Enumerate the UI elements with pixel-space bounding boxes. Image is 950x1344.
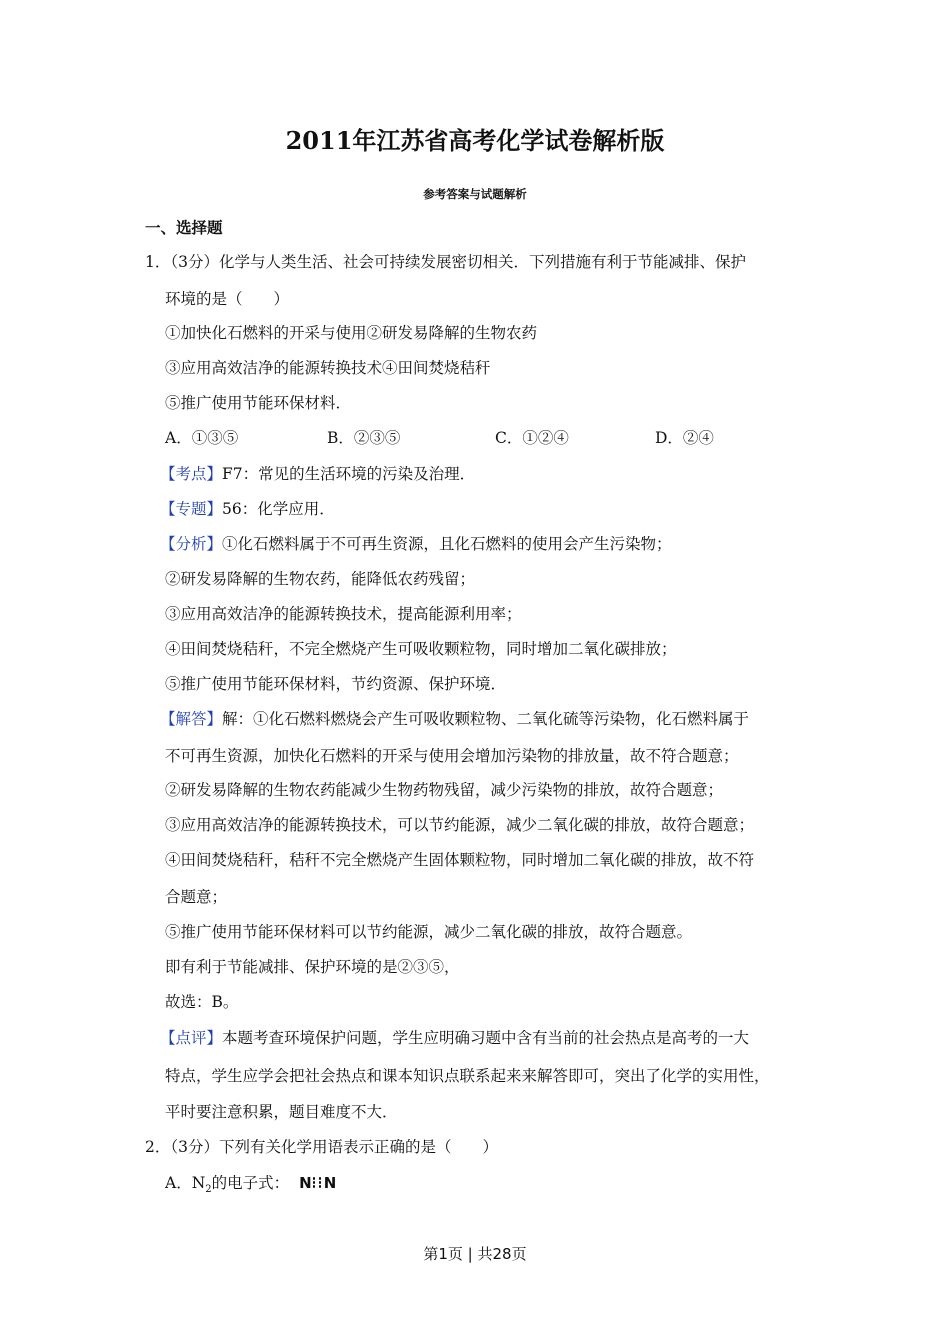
q1-option-b: B．②③⑤ — [327, 429, 401, 447]
q1-kaodian — [160, 464, 475, 484]
jieda-line4: ③应用高效洁净的能源转换技术，可以节约能源，减少二氧化碳的排放，故符合题意； — [165, 816, 755, 834]
jieda-line1: 解：①化石燃料燃烧会产生可吸收颗粒物、二氧化硫等污染物，化石燃料属于 — [222, 710, 750, 728]
dianping-tag: 【点评】 — [160, 1029, 223, 1047]
jieda-line6: 合题意； — [165, 888, 228, 906]
formula-right-atom: N — [323, 1174, 337, 1192]
q1-item-line2: ③应用高效洁净的能源转换技术④田间焚烧秸秆 — [165, 359, 491, 377]
dianping-line3: 平时要注意积累，题目难度不大． — [165, 1103, 398, 1121]
fenxi-line4: ④田间焚烧秸秆，不完全燃烧产生可吸收颗粒物，同时增加二氧化碳排放； — [165, 640, 677, 658]
jieda-line9: 故选：B。 — [165, 993, 239, 1011]
jieda-line2: 不可再生资源，加快化石燃料的开采与使用会增加污染物的排放量，故不符合题意； — [165, 747, 739, 765]
dianping-line1: 本题考查环境保护问题，学生应明确习题中含有当前的社会热点是高考的一大 — [222, 1029, 750, 1047]
dianping-line2: 特点，学生应学会把社会热点和课本知识点联系起来来解答即可，突出了化学的实用性， — [165, 1067, 770, 1085]
shared-electron-pairs-icon — [313, 1175, 323, 1189]
q1-option-d: D．②④ — [655, 429, 714, 447]
q1-stem-line2: 环境的是（ ） — [165, 290, 290, 308]
section-heading: 一、选择题 — [145, 218, 223, 237]
zhuanti-text: 56：化学应用． — [222, 500, 335, 518]
q1-item-line1: ①加快化石燃料的开采与使用②研发易降解的生物农药 — [165, 324, 538, 342]
q1-dianping — [160, 1028, 749, 1048]
jieda-tag: 【解答】 — [160, 710, 223, 728]
n2-electron-formula — [299, 1173, 336, 1193]
fenxi-line2: ②研发易降解的生物农药，能降低农药残留； — [165, 570, 476, 588]
document-title: 2011年江苏省高考化学试卷解析版 — [285, 126, 665, 155]
q2-option-a-prefix: A．N — [165, 1174, 206, 1192]
q1-fenxi — [160, 534, 672, 554]
q2-option-a-suffix: 的电子式： — [211, 1174, 290, 1192]
zhuanti-tag: 【专题】 — [160, 500, 223, 518]
jieda-line7: ⑤推广使用节能环保材料可以节约能源，减少二氧化碳的排放，故符合题意。 — [165, 923, 693, 941]
q2-option-a — [165, 1173, 337, 1196]
kaodian-text: F7：常见的生活环境的污染及治理． — [222, 465, 476, 483]
jieda-line8: 即有利于节能减排、保护环境的是②③⑤， — [165, 958, 460, 976]
q2-stem: 2．（3分）下列有关化学用语表示正确的是（ ） — [145, 1138, 498, 1156]
fenxi-line3: ③应用高效洁净的能源转换技术，提高能源利用率； — [165, 605, 522, 623]
fenxi-tag: 【分析】 — [160, 535, 223, 553]
q2-option-a-subscript: 2 — [205, 1184, 212, 1196]
q1-option-a: A．①③⑤ — [165, 429, 239, 447]
q1-jieda — [160, 709, 749, 729]
jieda-line3: ②研发易降解的生物农药能减少生物药物残留，减少污染物的排放，故符合题意； — [165, 781, 724, 799]
fenxi-line5: ⑤推广使用节能环保材料，节约资源、保护环境． — [165, 675, 507, 693]
fenxi-line1: ①化石燃料属于不可再生资源，且化石燃料的使用会产生污染物； — [222, 535, 672, 553]
page-footer: 第1页 | 共28页 — [423, 1245, 527, 1263]
q1-item-line3: ⑤推广使用节能环保材料． — [165, 394, 352, 412]
q1-stem-line1: 1．（3分）化学与人类生活、社会可持续发展密切相关．下列措施有利于节能减排、保护 — [145, 253, 746, 271]
q1-zhuanti — [160, 499, 335, 519]
formula-left-atom: N — [299, 1174, 312, 1192]
document-subtitle: 参考答案与试题解析 — [423, 187, 527, 201]
kaodian-tag: 【考点】 — [160, 465, 223, 483]
q1-option-c: C．①②④ — [495, 429, 569, 447]
jieda-line5: ④田间焚烧秸秆，秸秆不完全燃烧产生固体颗粒物，同时增加二氧化碳的排放，故不符 — [165, 851, 755, 869]
